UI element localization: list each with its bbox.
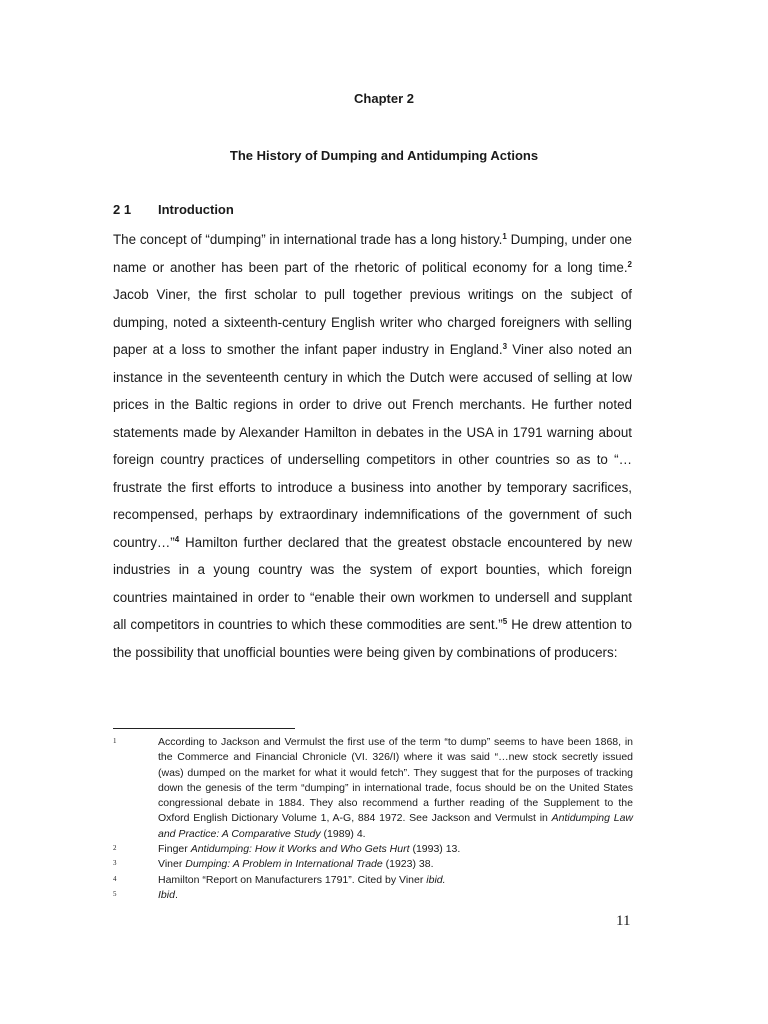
footnote xyxy=(113,842,633,857)
footnote-reference[interactable]: 3 xyxy=(502,342,508,351)
footnote-text xyxy=(158,873,633,888)
footnote-reference[interactable]: 4 xyxy=(174,534,180,544)
section-number: 2 1 xyxy=(113,202,132,217)
footnote-text xyxy=(158,735,633,842)
footnote-text-segment: (1989) 4. xyxy=(320,827,366,840)
footnotes xyxy=(113,735,633,903)
footnote xyxy=(113,873,633,888)
footnote-title: Antidumping: How it Works and Who Gets Hurt xyxy=(190,843,410,856)
page-number: 11 xyxy=(616,913,631,929)
footnote xyxy=(113,735,633,842)
footnote-marker: 3 xyxy=(113,859,117,868)
chapter-title: The History of Dumping and Antidumping Actions xyxy=(229,148,539,163)
body-paragraph xyxy=(113,226,632,666)
body-text-segment: He drew attention to the possibility that unofficial bounties were being given by combinations of producers: xyxy=(113,617,632,660)
body-text-segment: Viner also noted an instance in the seventeenth century in which the Dutch were accused of selling at low prices in the Baltic regions in order to drive out French merchants. He further noted statements made by Alexander Hamilton in debates in the USA in 1791 warning about foreign country practices of underselling competitors in other countries so as to “…frustrate the first efforts to introduce a business into another by temporary sacrifices, recompensed, perhaps by extraordinary indemnifications of the government of such country…” xyxy=(113,342,632,550)
footnote-reference[interactable]: 1 xyxy=(502,232,507,241)
footnote-marker: 2 xyxy=(113,844,117,853)
footnote-separator xyxy=(113,728,295,729)
body-text-segment: Hamilton further declared that the greatest obstacle encountered by new industries in a young country was the system of export bounties, which foreign countries maintained in order to “enable their own workmen to undersell and supplant all competitors in countries to which these commodities are sent.” xyxy=(113,534,632,632)
footnote-marker: 5 xyxy=(113,889,117,898)
footnote-text xyxy=(158,842,633,857)
footnote-title: Ibid xyxy=(158,888,175,901)
footnote-title: Antidumping Law and Practice: A Comparative Study xyxy=(158,812,633,840)
section-heading xyxy=(113,202,234,217)
footnote-reference[interactable]: 2 xyxy=(627,259,632,269)
footnote-reference[interactable]: 5 xyxy=(502,617,508,626)
chapter-heading: Chapter 2 xyxy=(354,91,414,106)
footnote-text-segment: According to Jackson and Vermulst the first use of the term “to dump” seems to have been 1868, in the Commerce and Financial Chronicle (VI. 326/I) where it was said “…new stock secretly issued (was) dumped on the market for what it would fetch”. They suggest that for the purposes of tracking down the genesis of the term “dumping” in international trade, focus should be on the United States congressional debate in 1884. They also recommend a further reading of the Supplement to the Oxford English Dictionary Volume 1, A-G, 884 1972. See Jackson and Vermulst in xyxy=(158,736,633,825)
body-text-segment: Dumping, under one name or another has been part of the rhetoric of political economy for a long time. xyxy=(113,232,632,275)
footnote-text-segment: Finger xyxy=(158,843,191,856)
footnote-text-segment: Hamilton “Report on Manufacturers 1791”. Cited by Viner xyxy=(158,873,427,886)
footnote-title: Dumping: A Problem in International Trade xyxy=(185,858,383,871)
footnote xyxy=(113,857,633,872)
footnote-text xyxy=(158,857,633,872)
body-text-segment: The concept of “dumping” in international trade has a long history. xyxy=(113,232,503,247)
body-text-segment: Jacob Viner, the first scholar to pull together previous writings on the subject of dumping, noted a sixteenth-century English writer who charged foreigners with selling paper at a loss to smother the infant paper industry in England. xyxy=(113,287,632,357)
section-title: Introduction xyxy=(158,202,234,217)
footnote-text xyxy=(158,888,633,903)
footnote-text-segment: . xyxy=(174,888,178,901)
footnote-marker: 1 xyxy=(113,737,117,745)
footnote-title: ibid. xyxy=(426,873,446,886)
footnote xyxy=(113,888,633,903)
footnote-marker: 4 xyxy=(113,874,117,883)
footnote-text-segment: (1993) 13. xyxy=(409,843,461,856)
footnote-text-segment: Viner xyxy=(158,858,186,871)
body-text xyxy=(113,226,632,666)
footnote-text-segment: (1923) 38. xyxy=(382,858,434,871)
